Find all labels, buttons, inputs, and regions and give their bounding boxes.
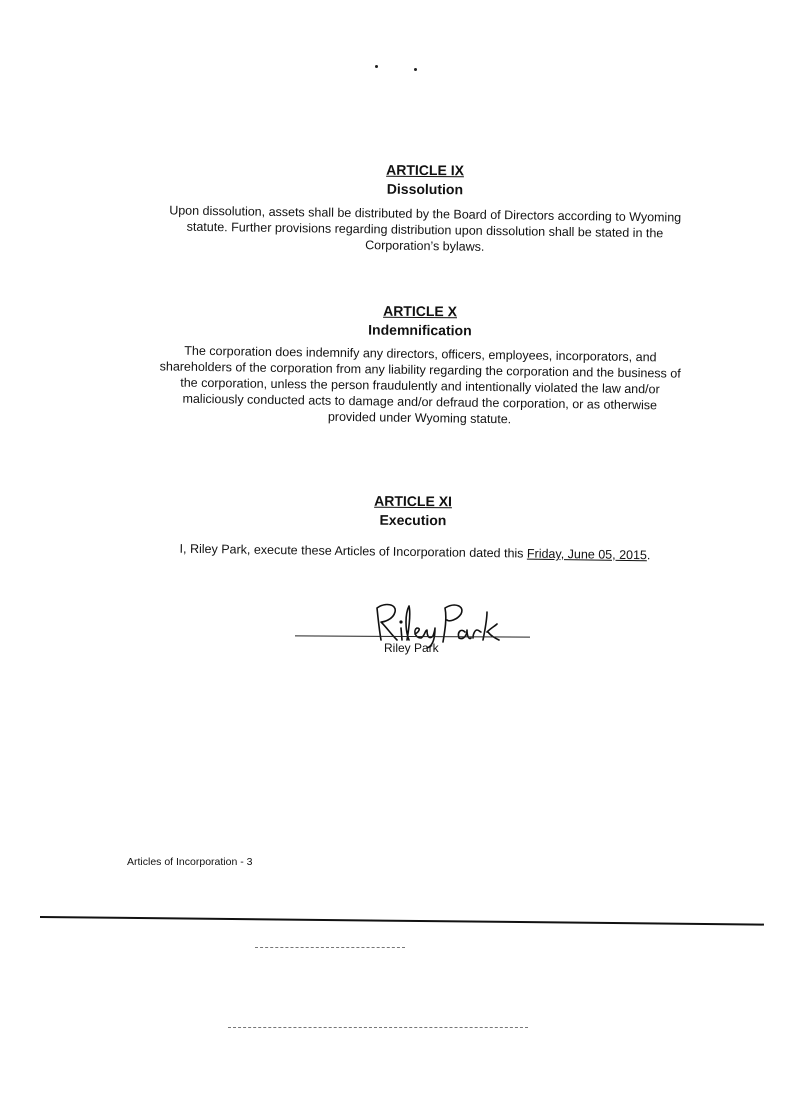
body-line: the corporation, unless the person fraudulently and intentionally violated the law and/or	[180, 375, 660, 397]
page-footer-label: Articles of Incorporation - 3	[127, 856, 253, 868]
execution-date: Friday, June 05, 2015	[526, 546, 648, 563]
body-line: maliciously conducted acts to damage and/or defraud the corporation, or as otherwise	[182, 391, 658, 413]
article-11-body	[150, 540, 680, 563]
article-11-heading	[328, 491, 498, 530]
body-line: The corporation does indemnify any directors, officers, employees, incorporators, and	[184, 343, 657, 365]
body-line: Corporation’s bylaws.	[365, 238, 485, 254]
article-title: Execution	[379, 511, 447, 529]
body-line: statute. Further provisions regarding distribution upon dissolution shall be stated in the	[186, 219, 664, 241]
scan-speck	[375, 65, 378, 68]
scan-artifact-dashes	[255, 947, 405, 949]
scan-artifact-dashes	[228, 1027, 528, 1029]
body-line: Upon dissolution, assets shall be distributed by the Board of Directors according to Wyoming	[169, 203, 682, 225]
article-number: ARTICLE X	[383, 302, 458, 320]
article-10-body	[124, 342, 715, 430]
article-9-heading	[340, 160, 510, 199]
body-line: shareholders of the corporation from any liability regarding the corporation and the business of	[159, 359, 681, 381]
article-10-heading	[335, 301, 505, 340]
body-line: provided under Wyoming statute.	[327, 409, 512, 427]
scan-speck	[414, 68, 417, 71]
article-title: Dissolution	[386, 180, 464, 198]
article-number: ARTICLE XI	[374, 492, 453, 510]
page-divider-rule	[40, 916, 764, 926]
article-9-body	[140, 202, 711, 258]
printed-signer-name: Riley Park	[384, 641, 439, 655]
article-title: Indemnification	[368, 321, 472, 339]
execution-statement: I, Riley Park, execute these Articles of Incorporation dated this Friday, June 05, 2015.	[179, 541, 651, 563]
article-number: ARTICLE IX	[386, 161, 465, 179]
